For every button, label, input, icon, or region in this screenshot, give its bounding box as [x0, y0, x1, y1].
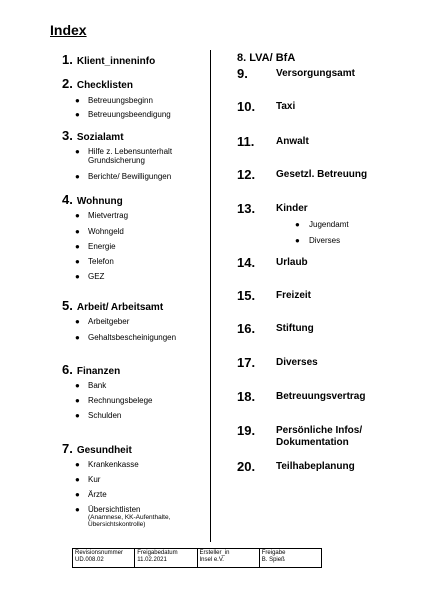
list-item: ● Betreuungsbeendigung	[75, 110, 171, 119]
revision-footer-table	[72, 548, 322, 568]
section-label: Arbeit/ Arbeitsamt	[76, 302, 164, 313]
section-number: 5.	[62, 298, 73, 313]
list-item: ● Mietvertrag	[75, 211, 129, 220]
list-item-note: (Anamnese, KK-Aufenthalte,	[88, 514, 171, 521]
section-4	[62, 192, 123, 207]
section-20-label: Teilhabeplanung	[276, 461, 355, 472]
section-18-label: Betreuungsvertrag	[276, 391, 366, 402]
section-17-number: 17.	[237, 355, 256, 370]
list-item: ● Übersichtlisten	[75, 505, 141, 514]
list-item: ● Kur	[75, 475, 101, 484]
section-16-label: Stiftung	[276, 323, 314, 334]
list-item: ● Hilfe z. Lebensunterhalt Grundsicherung	[75, 147, 173, 165]
section-5	[62, 298, 163, 313]
revision-cell: Revisionsnummer UD.008.02	[73, 549, 135, 567]
author-cell: Ersteller_in Insel e.V.	[198, 549, 260, 567]
section-13-label: Kinder	[276, 203, 308, 214]
section-number: 1.	[62, 52, 73, 67]
section-3	[62, 128, 124, 143]
column-divider	[210, 50, 211, 542]
list-item: ● GEZ	[75, 272, 105, 281]
section-label: Gesundheit	[76, 445, 132, 456]
section-7	[62, 441, 132, 456]
section-9-number: 9.	[237, 66, 248, 81]
section-18-number: 18.	[237, 389, 256, 404]
section-number: 3.	[62, 128, 73, 143]
list-item: ● Energie	[75, 242, 116, 251]
section-number: 4.	[62, 192, 73, 207]
list-item: ● Gehaltsbescheinigungen	[75, 333, 177, 342]
section-19-label: Persönliche Infos/	[276, 425, 363, 436]
list-item: ● Rechnungsbelege	[75, 396, 153, 405]
section-11-number: 11.	[237, 134, 255, 149]
section-14-label: Urlaub	[276, 257, 308, 268]
section-10-number: 10.	[237, 99, 256, 114]
section-10-label: Taxi	[276, 101, 296, 112]
section-6	[62, 362, 120, 377]
section-19-label-line2: Dokumentation	[276, 437, 349, 448]
section-label: Klient_inneninfo	[76, 56, 156, 67]
list-item: ● Diverses	[295, 236, 341, 245]
section-label: Sozialamt	[76, 132, 124, 143]
section-19-number: 19.	[237, 423, 256, 438]
section-12-number: 12.	[237, 167, 256, 182]
section-2	[62, 76, 133, 91]
list-item: ● Ärzte	[75, 490, 107, 499]
list-item: ● Schulden	[75, 411, 122, 420]
section-label: Checklisten	[76, 80, 133, 91]
list-item: ● Wohngeld	[75, 227, 124, 236]
section-13-number: 13.	[237, 201, 256, 216]
section-16-number: 16.	[237, 321, 256, 336]
section-9-label: Versorgungsamt	[276, 68, 355, 79]
section-8: 8. LVA/ BfA	[237, 52, 296, 64]
section-label: Wohnung	[76, 196, 123, 207]
list-item: ● Betreuungsbeginn	[75, 96, 153, 105]
section-15-number: 15.	[237, 288, 256, 303]
section-number: 2.	[62, 76, 73, 91]
section-12-label: Gesetzl. Betreuung	[276, 169, 368, 180]
section-14-number: 14.	[237, 255, 256, 270]
list-item: ● Berichte/ Bewilligungen	[75, 172, 172, 181]
section-17-label: Diverses	[276, 357, 318, 368]
list-item: ● Arbeitgeber	[75, 317, 130, 326]
section-15-label: Freizeit	[276, 290, 312, 301]
section-11-label: Anwalt	[276, 136, 309, 147]
list-item-note: Übersichtskontrolle)	[88, 521, 146, 528]
page-title: Index	[50, 22, 87, 38]
section-20-number: 20.	[237, 459, 256, 474]
list-item: ● Krankenkasse	[75, 460, 139, 469]
section-label: Finanzen	[76, 366, 121, 377]
section-number: 6.	[62, 362, 73, 377]
list-item: ● Jugendamt	[295, 220, 349, 229]
list-item: ● Telefon	[75, 257, 114, 266]
section-number: 7.	[62, 441, 73, 456]
approval-cell: Freigabe B. Spieß	[261, 550, 286, 563]
section-1	[62, 52, 155, 67]
release-date-cell: Freigabedatum 11.02.2021	[135, 549, 197, 567]
list-item: ● Bank	[75, 381, 107, 390]
